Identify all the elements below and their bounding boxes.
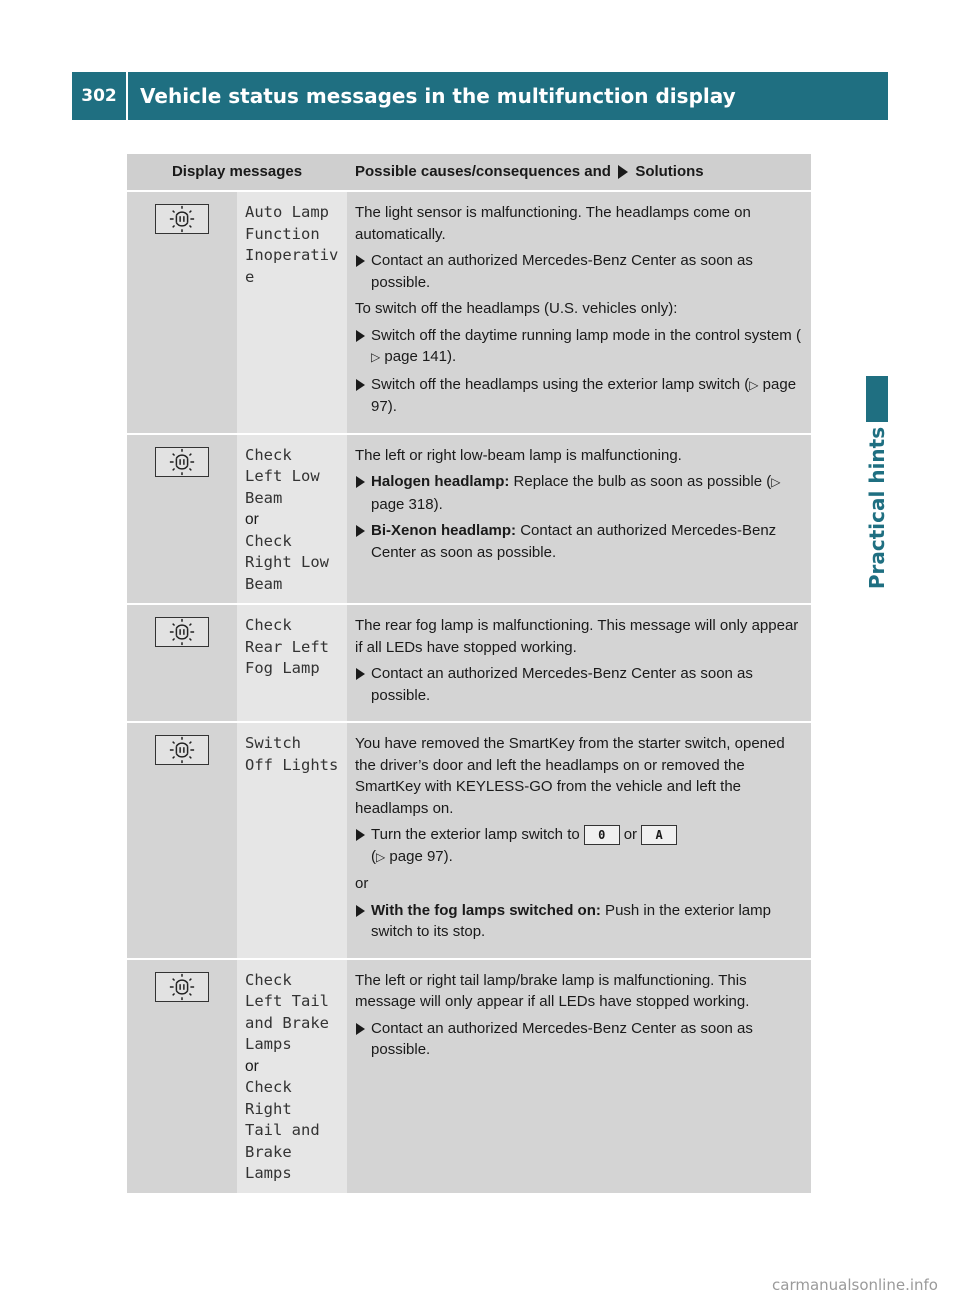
lamp-switch-0-icon: 0 [584, 825, 620, 845]
display-message-line: Check [245, 970, 292, 989]
page-reference[interactable]: page 141). [384, 348, 457, 365]
solution-step [355, 1018, 803, 1061]
step-text: Contact an authorized Mercedes-Benz Center as soon as possible. [371, 522, 777, 561]
display-message-line: Check [245, 616, 292, 634]
cause-text: The light sensor is malfunctioning. The headlamps come on automatically. [355, 204, 751, 243]
display-message-cell [237, 191, 347, 434]
display-message-line: Auto Lamp [245, 203, 329, 221]
step-text: Push in the exterior lamp switch to its stop. [371, 901, 771, 940]
solution-step [355, 520, 803, 563]
table-row [127, 959, 811, 1193]
page-reference-icon: ▷ [371, 350, 381, 364]
step-text: Replace the bulb as soon as possible ( [509, 473, 772, 490]
cause-text: The rear fog lamp is malfunctioning. This message will only appear if all LEDs have stopped working. [355, 617, 799, 656]
display-message-cell [237, 722, 347, 959]
solution-step [355, 663, 803, 706]
or-inline: or [623, 826, 638, 843]
step-heading: With the fog lamps switched on: [371, 901, 601, 919]
display-message-line: Right Low [245, 553, 329, 571]
arrow-right-icon [356, 525, 365, 537]
step-heading: Bi-Xenon headlamp: [371, 522, 517, 539]
display-message-line: Beam [245, 574, 283, 593]
display-message-line: e [245, 267, 255, 286]
display-message-line: Switch [245, 734, 301, 752]
icon-cell [127, 191, 237, 434]
display-message-line: Check [245, 531, 292, 550]
solution-cell [347, 959, 811, 1193]
display-message-line: Lamps [245, 1035, 292, 1053]
cause-text: The left or right low-beam lamp is malfunctioning. [355, 446, 682, 464]
arrow-right-icon [356, 1023, 365, 1035]
display-message-line: Left Tail [245, 992, 329, 1010]
arrow-right-icon [356, 829, 365, 841]
column-header-causes-label: Possible causes/consequences and [355, 163, 611, 181]
display-message-line: Tail and [245, 1121, 320, 1139]
or-label: or [355, 875, 369, 892]
step-text: Turn the exterior lamp switch to [371, 826, 580, 843]
table-row [127, 191, 811, 434]
cause-text: The left or right tail lamp/brake lamp is malfunctioning. This message will only appear if all LEDs have stopped working. [355, 971, 750, 1010]
page-reference-icon: ▷ [749, 377, 759, 392]
column-header-causes [347, 154, 811, 191]
page-reference-icon: ▷ [771, 475, 781, 489]
display-message-line: Left Low [245, 467, 320, 485]
step-text: Contact an authorized Mercedes-Benz Center as soon as possible. [371, 252, 753, 291]
table-row [127, 434, 811, 605]
display-message-cell [237, 604, 347, 722]
lamp-malfunction-icon [155, 617, 209, 647]
page-number: 302 [72, 72, 126, 120]
step-text: Switch off the daytime running lamp mode in the control system ( [371, 326, 801, 344]
lamp-malfunction-icon [155, 972, 209, 1002]
display-message-line: Brake [245, 1142, 292, 1161]
page-reference[interactable]: page 318). [371, 495, 443, 513]
display-message-line: Lamps [245, 1164, 292, 1182]
arrow-right-icon [356, 255, 365, 267]
display-message-line: Beam [245, 488, 283, 507]
step-text: Contact an authorized Mercedes-Benz Center as soon as possible. [371, 665, 753, 704]
solution-cell [347, 191, 811, 434]
solution-step [355, 374, 803, 418]
page-reference[interactable]: page 97). [389, 847, 453, 865]
arrow-right-icon [356, 905, 365, 917]
icon-cell [127, 722, 237, 959]
watermark: carmanualsonline.info [772, 1276, 938, 1294]
vehicle-messages-table [127, 154, 811, 1193]
display-message-line: Off Lights [245, 755, 339, 774]
table-header-row [127, 154, 811, 191]
display-message-line: Right [245, 1099, 292, 1118]
display-message-cell [237, 959, 347, 1193]
table-row [127, 722, 811, 959]
page-reference-icon: ▷ [376, 849, 386, 864]
arrow-right-icon [356, 330, 365, 342]
section-tab-marker [866, 376, 888, 422]
solution-cell [347, 604, 811, 722]
lamp-malfunction-icon [155, 447, 209, 477]
display-message-line: Rear Left [245, 637, 329, 656]
cause-text: You have removed the SmartKey from the starter switch, opened the driver’s door and left the headlamps on or removed the SmartKey with KEYLESS-GO from the vehicle and left the headlamps on. [355, 735, 785, 817]
display-message-line: Check [245, 1078, 292, 1096]
solution-cell [347, 434, 811, 605]
icon-cell [127, 959, 237, 1193]
lamp-switch-auto-icon: A [641, 825, 677, 845]
step-text: Contact an authorized Mercedes-Benz Center as soon as possible. [371, 1019, 753, 1058]
arrow-right-icon [356, 668, 365, 680]
display-message-line: Function [245, 224, 320, 243]
column-header-solutions-label: Solutions [635, 163, 704, 181]
arrow-right-icon [618, 165, 628, 179]
cause-text: To switch off the headlamps (U.S. vehicles only): [355, 300, 678, 317]
solution-cell [347, 722, 811, 959]
solution-step [355, 900, 803, 943]
display-message-line: Fog Lamp [245, 659, 320, 677]
icon-cell [127, 604, 237, 722]
display-message-line: and Brake [245, 1013, 329, 1032]
icon-cell [127, 434, 237, 605]
column-header-display: Display messages [127, 154, 347, 191]
display-message-line: Check [245, 445, 292, 464]
arrow-right-icon [356, 476, 365, 488]
table-row [127, 604, 811, 722]
step-heading: Halogen headlamp: [371, 473, 510, 490]
arrow-right-icon [356, 379, 365, 391]
page-reference[interactable]: page 97). [371, 375, 797, 415]
lamp-malfunction-icon [155, 735, 209, 765]
display-message-line: Inoperativ [245, 246, 339, 264]
lamp-malfunction-icon [155, 204, 209, 234]
display-message-cell [237, 434, 347, 605]
solution-step [355, 471, 803, 515]
solution-step: Turn the exterior lamp switch to 0 or A (▷ page 97). [355, 824, 803, 868]
section-tab [866, 424, 888, 592]
solution-step [355, 325, 803, 369]
or-label: or [245, 1057, 259, 1075]
step-text: Switch off the headlamps using the exterior lamp switch ( [371, 375, 750, 393]
or-label: or [245, 511, 259, 528]
page-title: Vehicle status messages in the multifunction display [128, 72, 888, 120]
section-tab-label: Practical hints [865, 426, 889, 590]
solution-step [355, 250, 803, 293]
